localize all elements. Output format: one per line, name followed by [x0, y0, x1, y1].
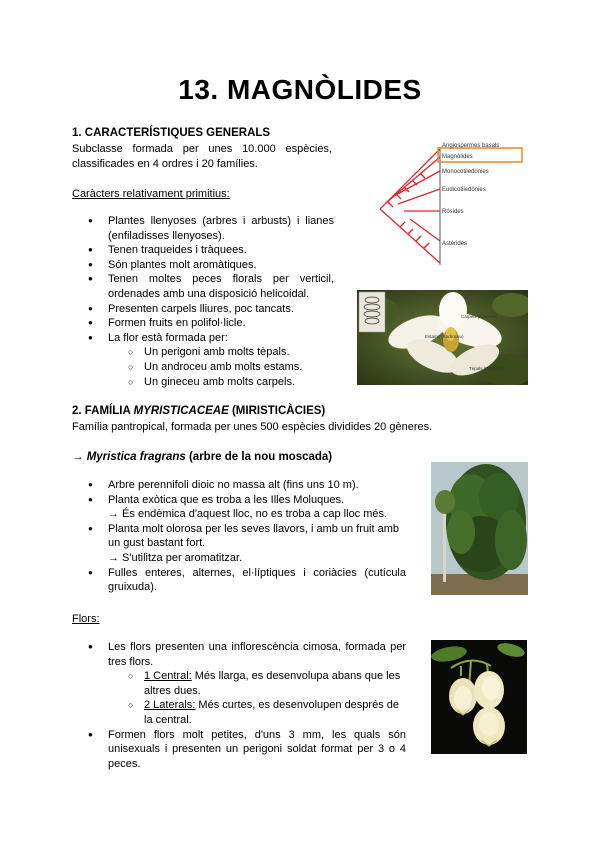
species-list	[72, 478, 406, 595]
list-item	[72, 272, 334, 301]
characteristics-list	[72, 214, 334, 389]
list-item: ● Formen fruits en polifol·licle.	[72, 316, 334, 331]
list-item-line: un gust bastant fort.	[108, 537, 206, 550]
nutmeg-tree-photo	[431, 462, 528, 595]
section-2-heading-post: (MIRISTICÀCIES)	[228, 405, 326, 417]
list-item	[72, 522, 406, 551]
list-item-line: gruixuda).	[108, 581, 157, 594]
flower-label: Tèpals (Perigoni)	[469, 366, 504, 371]
list-item-line: ● Plantes llenyoses (arbres i arbusts) i lianes	[108, 215, 334, 227]
lateral-flower-text: Més curtes, es desenvolupen després de	[195, 699, 399, 712]
list-item	[72, 728, 406, 772]
section-2-intro: Família pantropical, formada per unes 500 espècies dividides 20 gèneres.	[72, 421, 433, 433]
flower-label: Estams (Androceu)	[425, 334, 464, 339]
list-item-line: ● Planta molt olorosa per les seves llavors, i amb un fruit amb	[108, 522, 400, 535]
list-note: → S'utilitza per aromatitzar.	[108, 551, 243, 564]
list-item: ● Arbre perennifoli dioic no massa alt (fins uns 10 m).	[72, 478, 406, 493]
section-1-subheading: Caràcters relativament primitius:	[72, 188, 230, 200]
list-item-line: altres dues.	[144, 684, 201, 697]
list-item	[72, 214, 334, 243]
list-note: → És endèmica d'aquest lloc, no es troba a cap lloc més.	[108, 508, 388, 521]
nutmeg-flowers-photo	[431, 640, 527, 754]
flowers-list	[72, 640, 406, 771]
section-1-intro	[72, 142, 332, 171]
nutmeg-flowers-svg	[431, 640, 527, 754]
flower-label: Carpels (Gineceu)	[461, 314, 498, 319]
species-name: Myristica fragrans	[86, 451, 186, 463]
sub-list-item: ○ Un androceu amb molts estams.	[72, 360, 334, 375]
central-flower-label: 1 Central:	[144, 670, 192, 683]
tree-label: Monocotiledònies	[442, 169, 489, 175]
sub-list-item	[72, 669, 406, 698]
list-item: ● Presenten carpels lliures, poc tancats.	[72, 302, 334, 317]
sub-list-item: ○ Un perigoni amb molts tèpals.	[72, 345, 334, 360]
flowers-heading: Flors:	[72, 613, 100, 625]
phylogeny-branches	[380, 149, 440, 263]
list-item-line: (enfiladisses llenyoses).	[108, 229, 225, 242]
magnolia-flower-photo	[357, 290, 528, 385]
section-1-heading: 1. CARACTERÍSTIQUES GENERALS	[72, 127, 271, 139]
list-item	[72, 640, 406, 669]
phylogeny-diagram	[376, 141, 534, 266]
list-item: ● Planta exòtica que es troba a les Illes Moluques.	[72, 493, 406, 508]
section-2-heading-family: MYRISTICACEAE	[133, 405, 229, 417]
list-item-line: ● Tenen moltes peces florals per verticil,	[108, 273, 334, 286]
section-1-intro-line1: Subclasse formada per unes 10.000 espècies,	[72, 143, 332, 155]
central-flower-text: Més llarga, es desenvolupa abans que les	[191, 670, 401, 683]
list-item-line: tres flors.	[108, 655, 154, 668]
list-item	[72, 566, 406, 595]
species-heading	[72, 451, 332, 463]
list-item-line: ordenades amb una disposició helicoidal.	[108, 287, 310, 300]
list-item: ● Són plantes molt aromàtiques.	[72, 258, 334, 273]
list-item-line: ● Les flors presenten una inflorescència cimosa, formada per	[108, 641, 406, 653]
magnolia-flower-svg	[357, 290, 528, 385]
section-2-heading-pre: 2. FAMÍLIA	[72, 405, 134, 417]
nutmeg-tree-svg	[431, 462, 528, 595]
sub-list-item	[72, 698, 406, 727]
section-1-intro-line2: classificades en 4 ordres i 20 famílies.	[72, 157, 258, 170]
tree-label: Magnòlides	[442, 154, 473, 160]
phylogeny-svg	[376, 141, 534, 266]
tree-label: Astérides	[442, 241, 468, 247]
list-item: ● La flor està formada per:	[72, 331, 334, 346]
sub-list-item: ○ Un gineceu amb molts carpels.	[72, 375, 334, 390]
list-item-line: la central.	[144, 713, 192, 726]
lateral-flower-label: 2 Laterals:	[144, 699, 196, 712]
list-item-line: ● Formen flors molt petites, d'uns 3 mm, les quals són	[108, 728, 406, 741]
species-heading-arrow: →	[72, 451, 87, 463]
tree-label: Rósides	[442, 209, 464, 215]
section-2-heading	[72, 405, 325, 417]
list-item-line: ● Fulles enteres, alternes, el·líptiques i coriàcies (cutícula	[108, 566, 406, 579]
tree-label: Eudicotiledònies	[442, 187, 486, 193]
list-item-line: unisexuals i presenten un perigoni soldat format per 3 o 4	[108, 743, 406, 756]
species-common-name: (arbre de la nou moscada)	[185, 451, 333, 463]
tree-label: Angiospermes basals	[442, 143, 500, 149]
page-title: 13. MAGNÒLIDES	[178, 74, 422, 105]
list-item: ● Tenen traqueides i tràquees.	[72, 243, 334, 258]
list-item-line: peces.	[108, 757, 141, 770]
